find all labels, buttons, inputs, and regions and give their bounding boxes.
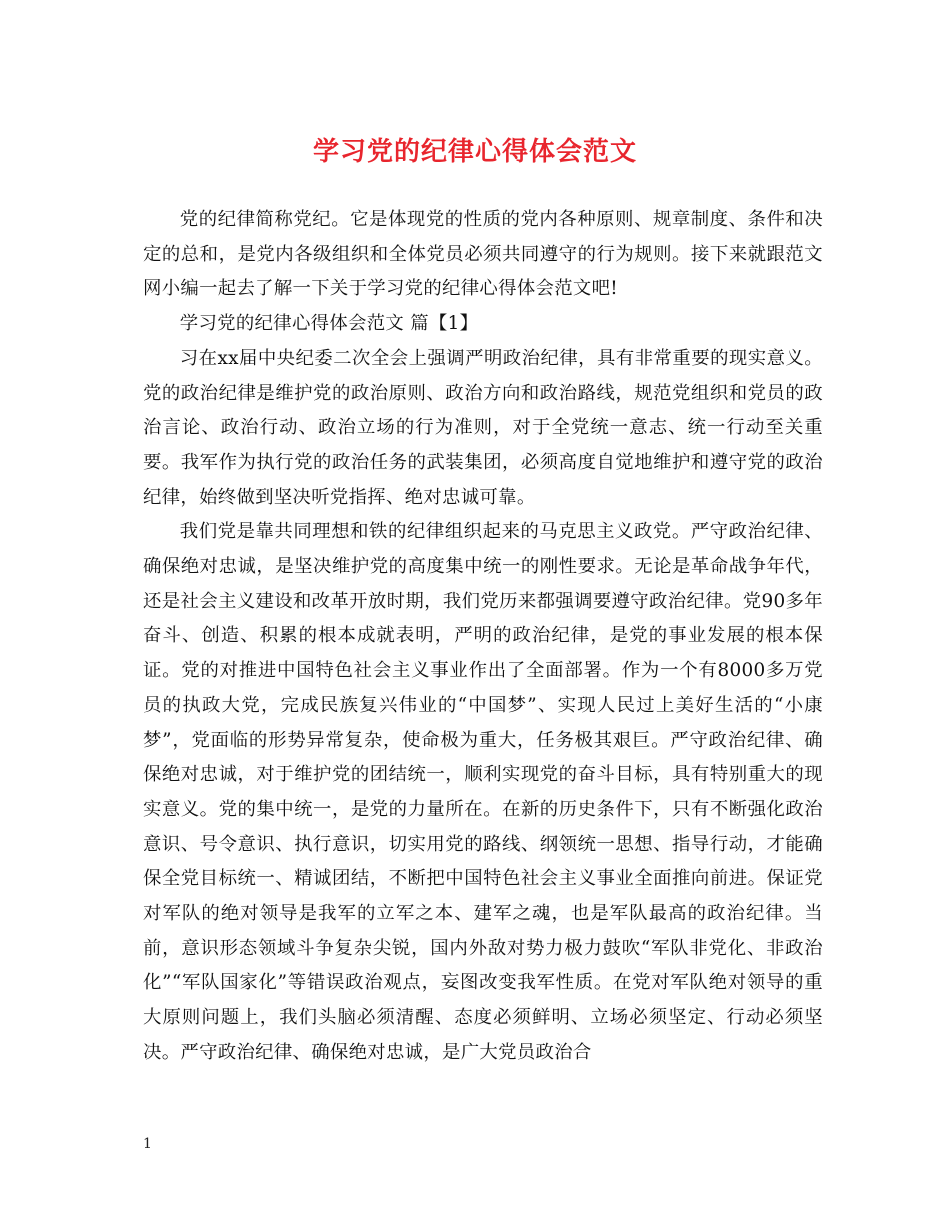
section-heading: 学习党的纪律心得体会范文 篇【1】 bbox=[179, 313, 479, 335]
document-title: 学习党的纪律心得体会范文 bbox=[312, 137, 637, 167]
document-body bbox=[143, 203, 823, 1071]
paragraph-intro: 党的纪律简称党纪。它是体现党的性质的党内各种原则、规章制度、条件和决定的总和，是党内各级组织和全体党员必须共同遵守的行为规则。接下来就跟范文网小编一起去了解一下关于学习党的纪律心得体会范文吧! bbox=[143, 209, 823, 300]
paragraph-political-discipline: 习在xx届中央纪委二次全会上强调严明政治纪律，具有非常重要的现实意义。党的政治纪律是维护党的政治原则、政治方向和政治路线，规范党组织和党员的政治言论、政治行动、政治立场的行为准则，对于全党统一意志、统一行动至关重要。我军作为执行党的政治任务的武装集团，必须高度自觉地维护和遵守党的政治纪律，始终做到坚决听党指挥、绝对忠诚可靠。 bbox=[143, 347, 823, 508]
page-number: 1 bbox=[143, 1136, 152, 1152]
paragraph-party-discipline-history: 我们党是靠共同理想和铁的纪律组织起来的马克思主义政党。严守政治纪律、确保绝对忠诚，是坚决维护党的高度集中统一的刚性要求。无论是革命战争年代，还是社会主义建设和改革开放时期，我们党历来都强调要遵守政治纪律。党90多年奋斗、创造、积累的根本成就表明，严明的政治纪律，是党的事业发展的根本保证。党的对推进中国特色社会主义事业作出了全面部署。作为一个有8000多万党员的执政大党，完成民族复兴伟业的“中国梦”、实现人民过上美好生活的“小康梦”，党面临的形势异常复杂，使命极为重大，任务极其艰巨。严守政治纪律、确保绝对忠诚，对于维护党的团结统一，顺利实现党的奋斗目标，具有特别重大的现实意义。党的集中统一，是党的力量所在。在新的历史条件下，只有不断强化政治意识、号令意识、执行意识，切实用党的路线、纲领统一思想、指导行动，才能确保全党目标统一、精诚团结，不断把中国特色社会主义事业全面推向前进。保证党对军队的绝对领导是我军的立军之本、建军之魂，也是军队最高的政治纪律。当前，意识形态领域斗争复杂尖锐，国内外敌对势力极力鼓吹“军队非党化、非政治化”“军队国家化”等错误政治观点，妄图改变我军性质。在党对军队绝对领导的重大原则问题上，我们头脑必须清醒、态度必须鲜明、立场必须坚定、行动必须坚决。严守政治纪律、确保绝对忠诚，是广大党员政治合 bbox=[143, 521, 823, 1063]
